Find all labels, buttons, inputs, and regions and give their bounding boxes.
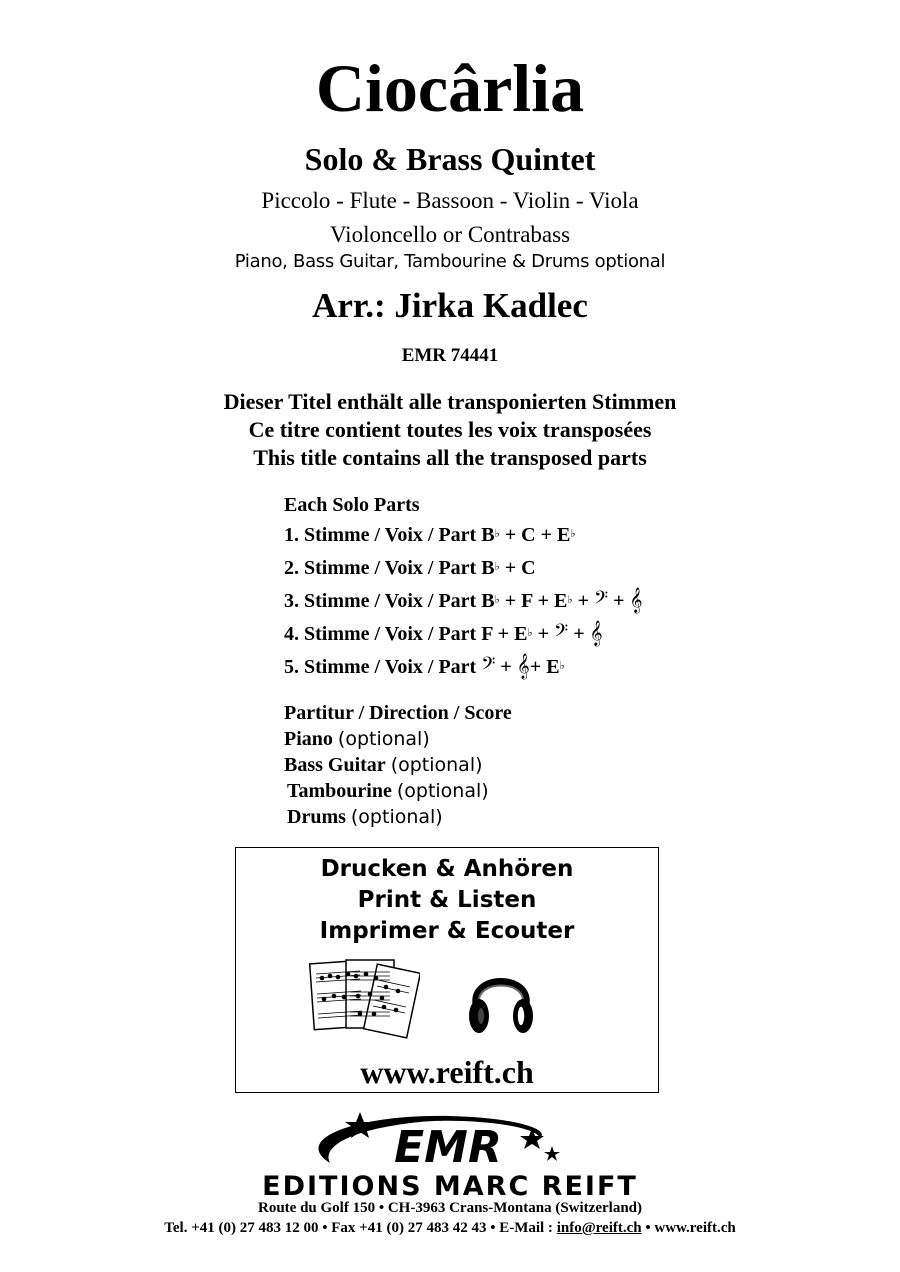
optional-label: (optional) [350,806,443,828]
treble-clef-icon: 𝄞 [629,588,643,613]
flat-sign: ♭ [527,627,533,639]
treble-clef-icon: 𝄞 [516,654,530,679]
bass-guitar-item [284,752,804,778]
note-french: Ce titre contient toutes les voix transposées [248,417,652,442]
promo-line-2: Print & Listen [357,887,537,913]
emr-logo-text: EMR [394,1122,502,1173]
part-text: + [572,590,594,612]
sheet-music-icon [308,956,420,1040]
part-text: + C + E [499,524,571,546]
piano-item [284,726,804,752]
parts-heading: Each Solo Parts [284,494,420,516]
score-item [284,700,804,726]
publisher-contact [0,1218,900,1238]
piano-label: Piano [284,728,333,750]
optional-label: (optional) [337,728,430,750]
part-text: + F + E [499,590,568,612]
part-text: + C [499,557,536,579]
flat-sign: ♭ [559,660,565,672]
promo-line-1: Drucken & Anhören [320,856,574,882]
flat-sign: ♭ [494,528,500,540]
part-text: 1. Stimme / Voix / Part B [284,524,495,546]
part-text: 2. Stimme / Voix / Part B [284,557,495,579]
optional-label: (optional) [390,754,483,776]
note-german: Dieser Titel enthält alle transponierten Stimmen [223,389,677,414]
instrumentation-line-2: Violoncello or Contrabass [329,222,571,247]
part-2 [284,553,804,586]
contact-website[interactable]: • www.reift.ch [641,1220,736,1236]
part-4 [284,619,804,652]
tambourine-item [284,778,804,804]
part-text: + [532,623,555,645]
drums-label: Drums [287,806,346,828]
scores-list [284,700,804,830]
bass-clef-icon: 𝄢 [554,621,569,646]
email-link[interactable]: info@reift.ch [556,1220,642,1236]
flat-sign: ♭ [494,594,500,606]
part-text: + [608,590,630,612]
instrumentation-line-3: Piano, Bass Guitar, Tambourine & Drums optional [234,251,666,272]
bass-clef-icon: 𝄢 [481,654,496,679]
tambourine-label: Tambourine [287,780,392,802]
treble-clef-icon: 𝄞 [589,621,603,646]
promo-line-3: Imprimer & Ecouter [319,918,575,944]
page-title: Ciocârlia [315,50,585,126]
instrumentation-line-1: Piccolo - Flute - Bassoon - Violin - Viola [261,188,639,213]
part-text: + [495,656,517,678]
part-1 [284,520,804,553]
note-english: This title contains all the transposed parts [253,445,647,470]
publisher-address: Route du Golf 150 • CH-3963 Crans-Montana (Switzerland) [258,1200,642,1216]
contact-text: Tel. +41 (0) 27 483 12 00 • Fax +41 (0) 27 483 42 43 • E-Mail : [164,1220,557,1236]
bass-guitar-label: Bass Guitar [284,754,386,776]
arranger: Arr.: Jirka Kadlec [312,286,588,325]
headphones-icon [466,960,536,1040]
flat-sign: ♭ [494,561,500,573]
part-text: 3. Stimme / Voix / Part B [284,590,495,612]
score-label: Partitur / Direction / Score [284,702,512,724]
part-text: 5. Stimme / Voix / Part [284,656,482,678]
catalog-code: EMR 74441 [401,345,499,366]
website-link[interactable]: www.reift.ch [360,1054,534,1090]
subtitle: Solo & Brass Quintet [304,141,596,177]
part-text: + E [529,656,560,678]
part-text: 4. Stimme / Voix / Part F + E [284,623,528,645]
drums-item [284,804,804,830]
flat-sign: ♭ [567,594,573,606]
part-5 [284,652,804,685]
part-text: + [568,623,590,645]
publisher-name: EDITIONS MARC REIFT [262,1171,638,1202]
parts-list [284,490,804,685]
part-3 [284,586,804,619]
emr-logo [300,1108,600,1174]
flat-sign: ♭ [570,528,576,540]
optional-label: (optional) [396,780,489,802]
bass-clef-icon: 𝄢 [593,588,609,613]
print-listen-box [235,847,659,1093]
